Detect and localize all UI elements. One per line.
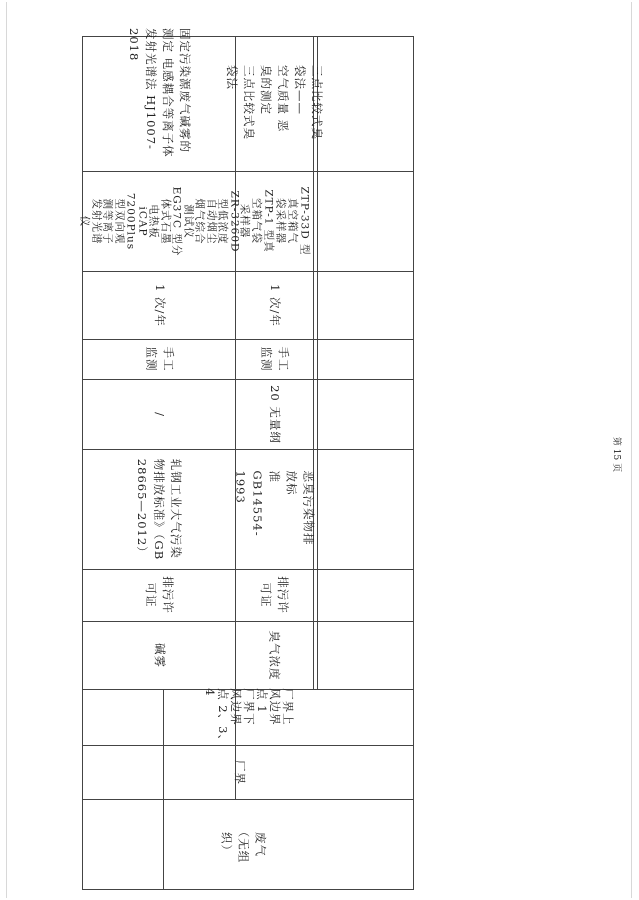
scan-edge-left <box>6 2 7 898</box>
r2-instrument: ZTP-33D 型 真空箱气 袋采样器 ZTP-1 型真 空箱气袋 采样器 <box>238 186 310 256</box>
r1-freq-type: 手工 监测 <box>144 346 175 372</box>
r2-standard: 恶臭污染物排放标 准 GB14554-1993 <box>233 470 316 545</box>
boundary-cell <box>163 745 315 799</box>
r2-method: 三点比较式臭袋法—— 空气质量 恶臭的测定 三点比较式臭袋法 <box>225 65 324 140</box>
r1-method: 固定污染源废气碱雾的 测定 电感耦合等离子体 发射光谱法 HJ1007-2018 <box>127 28 192 158</box>
r2-item-cell <box>235 621 313 689</box>
r1-standard-cell <box>83 449 235 569</box>
boundary-label: 厂界 <box>232 759 247 785</box>
r2-limit-cell <box>235 379 313 449</box>
r2-method-cell <box>225 37 324 171</box>
points-cell <box>83 689 413 745</box>
r1-freq-type-cell <box>83 339 235 379</box>
r1-source-cell <box>83 569 235 621</box>
r1-method-cell <box>83 28 235 171</box>
r1-source: 排污许 可证 <box>144 576 175 614</box>
r1-instrument-cell <box>78 171 241 271</box>
r2-frequency: 1 次/年 <box>267 283 282 327</box>
r2-source-cell <box>235 569 313 621</box>
r2-freq-type-cell <box>235 339 313 379</box>
waste-gas-label: 废气 （无组 织） <box>219 825 268 863</box>
monitoring-table <box>78 28 414 890</box>
r2-instrument-cell <box>235 171 313 271</box>
r1-item: 碱雾 <box>152 642 167 668</box>
r1-instrument: ZR-3260D 型低浓度 自动烟尘 烟气综合 测试仪 EG37C 型分 体式石墨 电热板 iCAP 7200Plus 型双向观 测等离子 发射光谱 仪 <box>78 186 241 256</box>
scan-edge-right <box>631 2 632 898</box>
page-number: 第 15 页 <box>611 436 622 473</box>
r1-limit: / <box>152 411 167 417</box>
r1-limit-cell <box>83 379 235 449</box>
r1-frequency-cell <box>83 271 235 339</box>
r1-item-cell <box>83 621 235 689</box>
r2-item: 臭气浓度 <box>267 630 282 680</box>
waste-gas-cell <box>203 799 283 889</box>
r2-limit: 20 无量纲 <box>267 384 282 444</box>
monitoring-points: 厂界上 风边界 点 1 厂界下 风边界 点 2、3、 4 <box>202 687 295 747</box>
r1-standard: 轧钢工业大气污染 物排放标准》（GB 28665—2012） <box>135 458 184 560</box>
r2-frequency-cell <box>235 271 313 339</box>
r1-frequency: 1 次/年 <box>152 283 167 327</box>
r2-standard-cell <box>233 449 316 569</box>
r2-freq-type: 手工 监测 <box>259 346 290 372</box>
r2-source: 排污许 可证 <box>259 576 290 614</box>
